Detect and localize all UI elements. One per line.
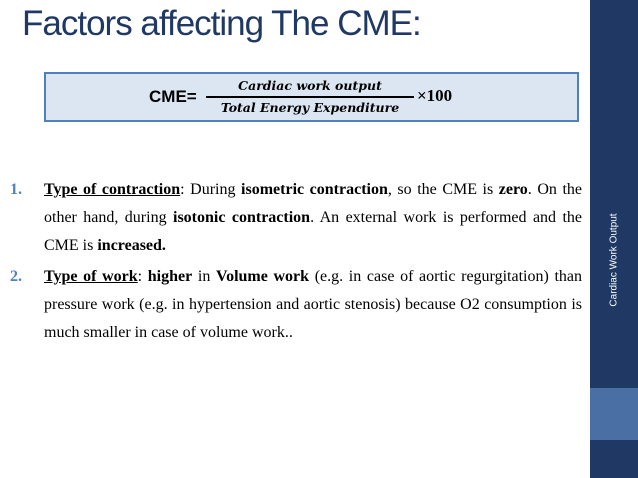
sidebar-accent-block xyxy=(590,388,638,440)
factors-list xyxy=(10,176,582,350)
formula-fraction xyxy=(206,78,414,118)
item-text-run: zero xyxy=(498,181,528,198)
list-item xyxy=(10,263,582,347)
cme-formula-box xyxy=(44,72,579,122)
slide-title: Factors affecting The CME: xyxy=(22,4,421,43)
item-text-run: increased. xyxy=(97,237,166,254)
sidebar-label: Cardiac Work Output xyxy=(608,213,620,307)
item-text-run: higher xyxy=(147,268,193,285)
list-item-number: 1. xyxy=(10,181,22,198)
item-heading: Type of contraction xyxy=(44,181,181,198)
item-text-run: Volume work xyxy=(215,268,310,285)
item-text xyxy=(44,268,582,341)
formula-numerator: Cardiac work output xyxy=(238,78,382,93)
item-text xyxy=(44,181,582,254)
item-text-run: isotonic contraction xyxy=(173,209,311,226)
item-text-run: in xyxy=(192,268,216,285)
formula-denominator: Total Energy Expenditure xyxy=(220,100,400,115)
item-text-run: isometric contraction xyxy=(241,181,388,198)
item-text-run: (e.g. in case of aortic regurgitation) than pressure work (e.g. in hypertension and aortic stenosis) because O2 consumption is much smaller in case of volume work.. xyxy=(44,268,582,341)
list-item xyxy=(10,176,582,260)
formula-rhs: ×100 xyxy=(417,86,453,105)
formula-lhs: CME= xyxy=(149,87,197,106)
item-text-run: . An external work is performed and the CME is xyxy=(44,209,583,254)
fraction-bar xyxy=(206,96,414,98)
item-text-run: . On the other hand, during xyxy=(44,181,583,226)
item-text-run: : xyxy=(137,268,148,285)
list-item-number: 2. xyxy=(10,268,22,285)
item-text-run: , so the CME is xyxy=(387,181,499,198)
item-text-run: : During xyxy=(180,181,242,198)
item-heading: Type of work xyxy=(44,268,138,285)
